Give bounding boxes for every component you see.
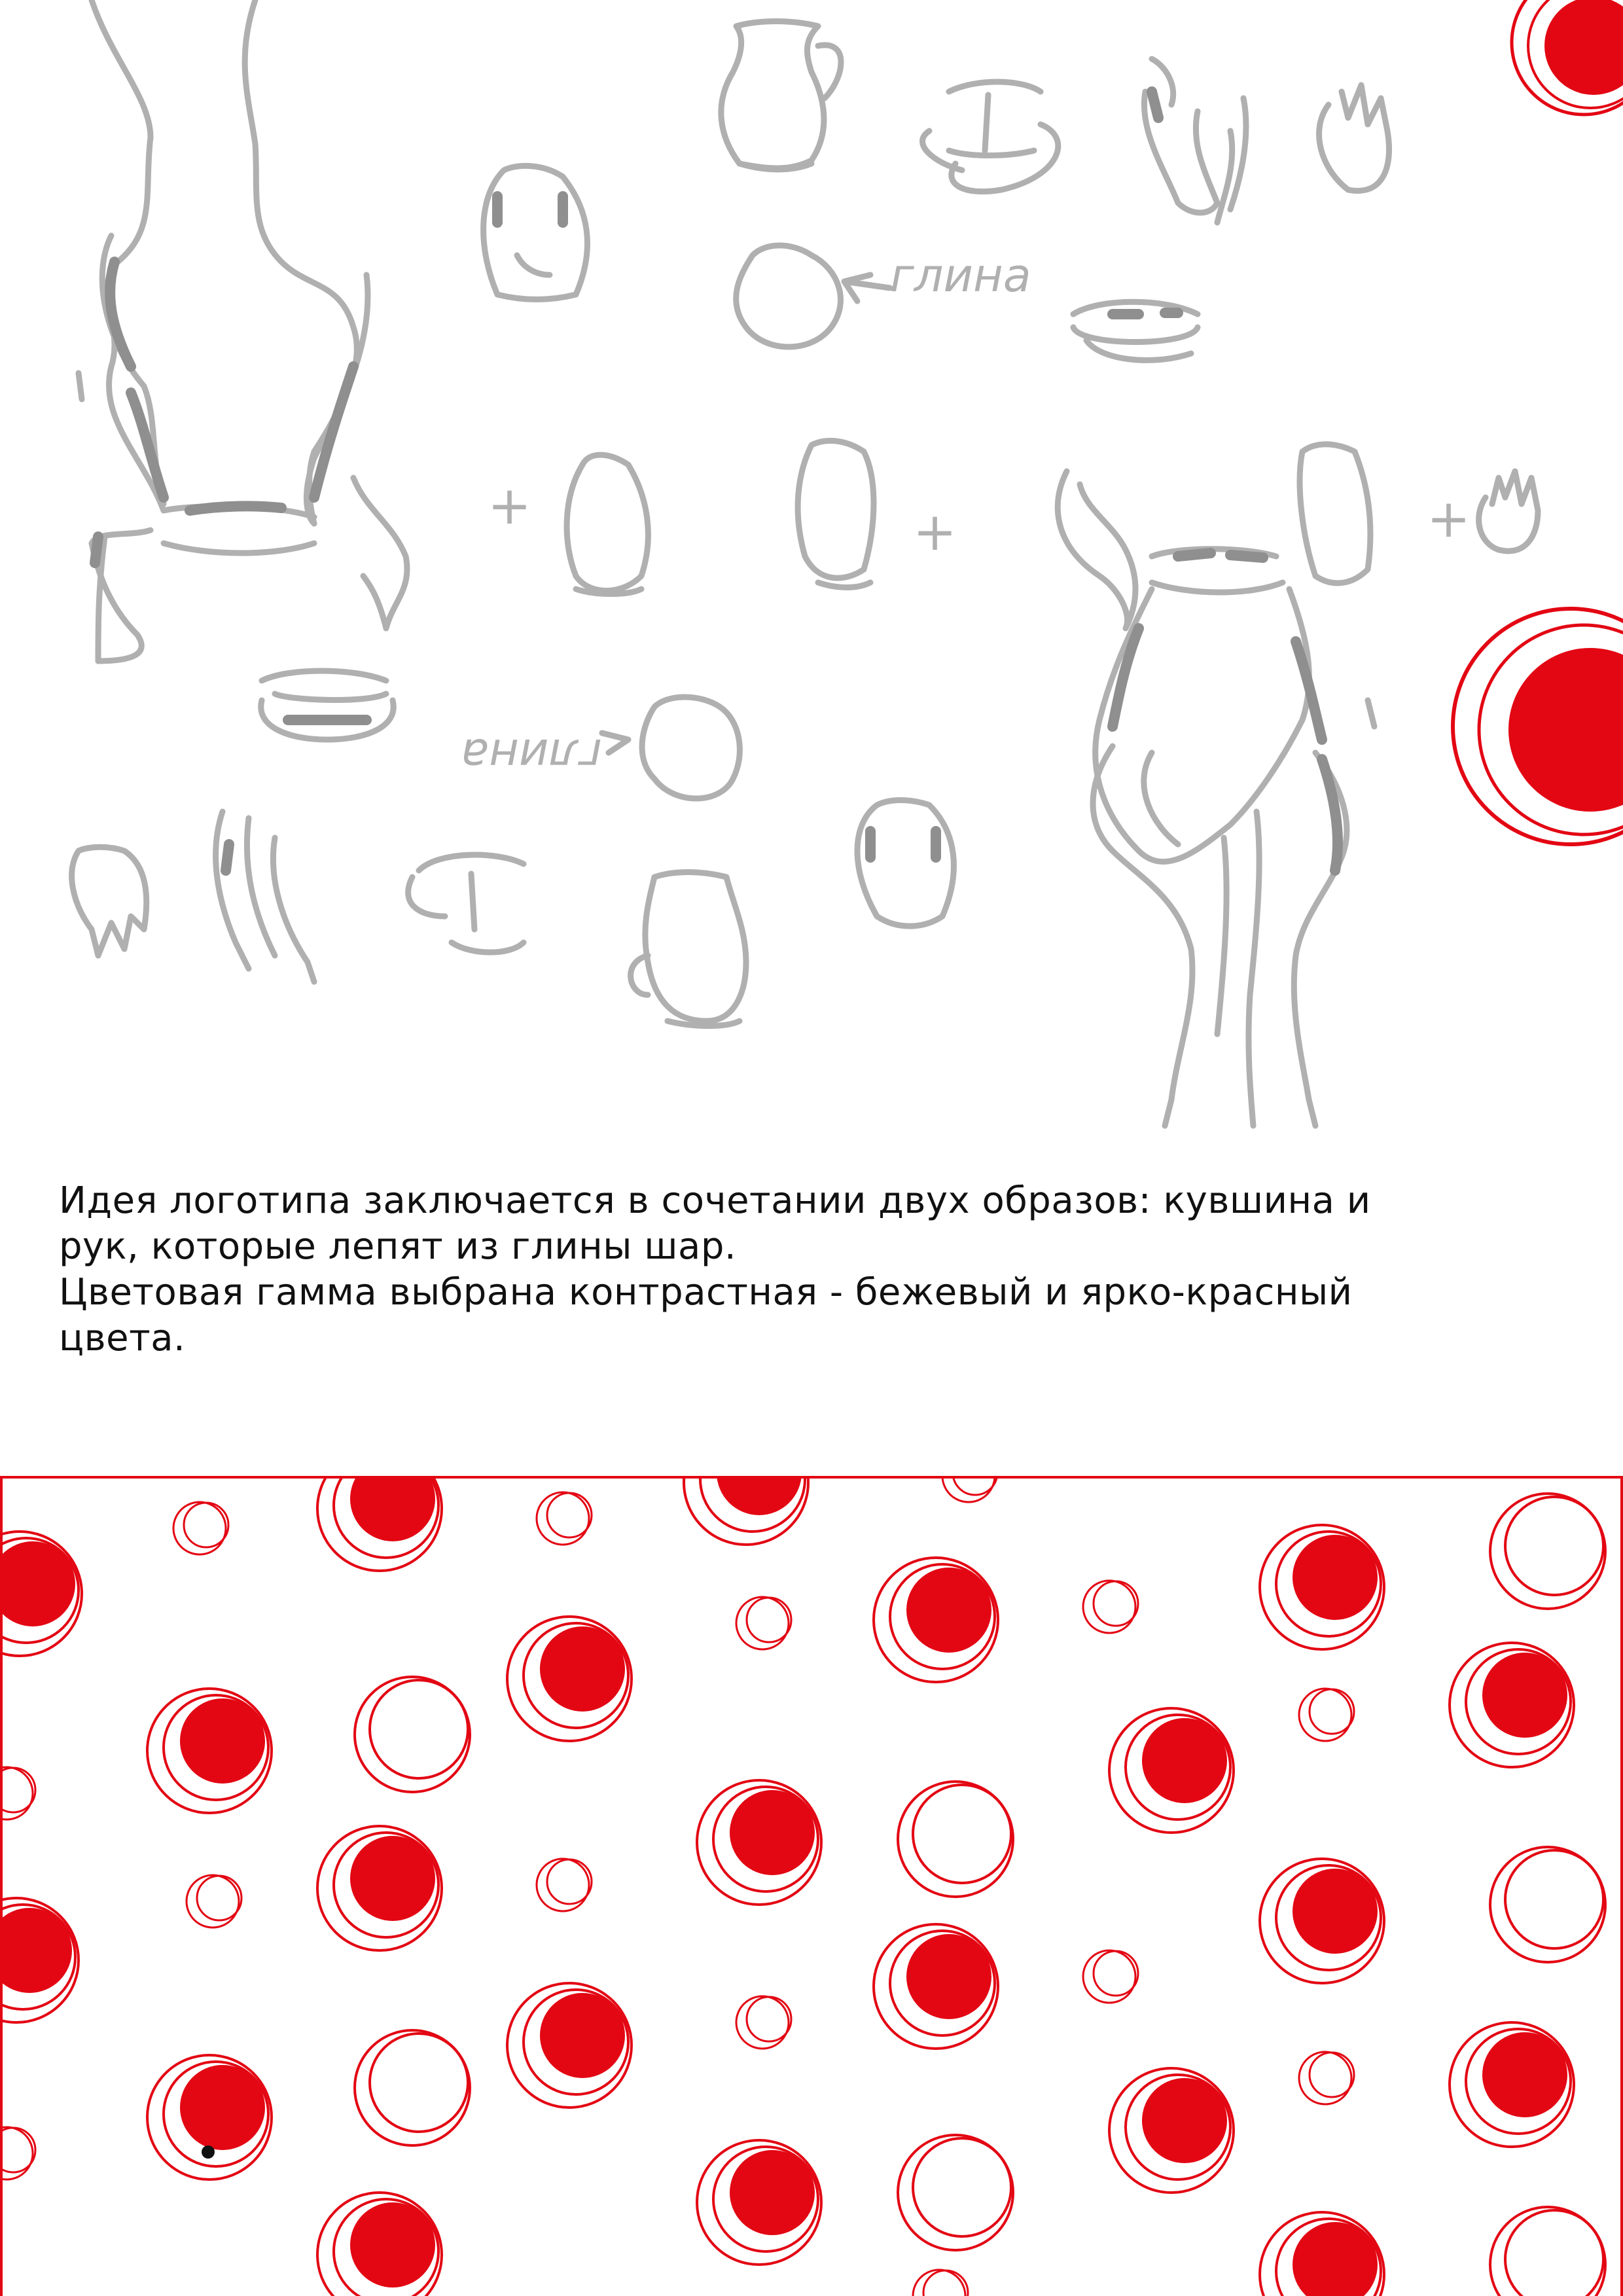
description-line-3: Цветовая гамма выбрана контрастная - бежевый и ярко-красный — [59, 1271, 1353, 1314]
red-circle-ornament — [736, 1996, 791, 2049]
red-circle-ornament — [898, 1782, 1013, 1897]
red-circle-ornament — [507, 1983, 632, 2108]
red-circle-ornament — [1083, 1581, 1138, 1633]
red-circle-ornament — [0, 1532, 82, 1656]
red-circle-ornament — [317, 1826, 442, 1950]
plus-sign-3: + — [1427, 488, 1471, 549]
red-circle-ornament — [537, 1859, 592, 1911]
red-circle-ornament — [355, 2030, 470, 2145]
red-circle-ornament — [1490, 1847, 1605, 1962]
red-circle-ornament — [317, 1476, 442, 1571]
red-circle-ornament — [1299, 1689, 1354, 1741]
red-circle-ornament — [1260, 1859, 1384, 1983]
description-line-4: цвета. — [59, 1317, 186, 1359]
red-circle-ornament — [0, 2127, 35, 2179]
description-line-1: Идея логотипа заключается в сочетании двух образов: кувшина и — [59, 1179, 1371, 1222]
red-circle-ornament — [1083, 1950, 1138, 2003]
red-circle-ornament — [317, 2193, 442, 2296]
red-circle-ornament — [1450, 1643, 1574, 1767]
red-circle-ornament — [942, 1476, 997, 1502]
red-circle-ornament-right — [1453, 609, 1623, 844]
red-circle-ornament — [147, 1689, 272, 1813]
sketch-label-clay-mid: глина — [461, 728, 602, 782]
red-circle-ornament — [1299, 2052, 1354, 2104]
red-circle-ornament — [684, 1476, 808, 1545]
logo-description — [59, 1178, 1584, 1361]
red-circle-ornament — [1260, 1525, 1384, 1649]
red-circle-ornament — [0, 1898, 79, 2022]
red-circle-ornament — [697, 2140, 821, 2265]
black-dot — [202, 2145, 215, 2159]
corner-ornaments — [0, 0, 1623, 916]
description-line-2: рук, которые лепят из глины шар. — [59, 1225, 737, 1268]
red-circle-ornament — [355, 1677, 470, 1792]
red-circle-ornament — [1450, 2022, 1574, 2147]
red-circle-ornament — [187, 1875, 241, 1928]
red-circle-ornament — [173, 1502, 228, 1554]
red-circle-ornament — [507, 1617, 632, 1741]
plus-sign-2: + — [913, 501, 957, 562]
red-circle-ornament-top-right — [1512, 0, 1623, 115]
circle-pattern — [0, 1476, 1623, 2296]
red-circle-ornament — [0, 1767, 35, 1820]
red-circle-ornament — [1109, 2068, 1234, 2193]
red-circle-ornament — [147, 2055, 272, 2179]
sketch-label-clay-top: глина — [890, 249, 1031, 302]
red-circle-ornament — [1260, 2212, 1384, 2296]
plus-sign-1: + — [488, 475, 532, 536]
red-circle-ornament — [537, 1492, 592, 1545]
red-circle-ornament — [874, 1924, 998, 2049]
red-circle-ornament — [1490, 1494, 1605, 1609]
red-circle-ornament — [1490, 2207, 1605, 2296]
red-circle-ornament — [913, 2270, 968, 2296]
red-circle-ornament — [736, 1597, 791, 1649]
red-circle-ornament — [697, 1780, 821, 1905]
red-circle-ornament — [898, 2135, 1013, 2250]
red-circle-ornament — [1109, 1708, 1234, 1833]
red-circle-ornament — [874, 1558, 998, 1682]
